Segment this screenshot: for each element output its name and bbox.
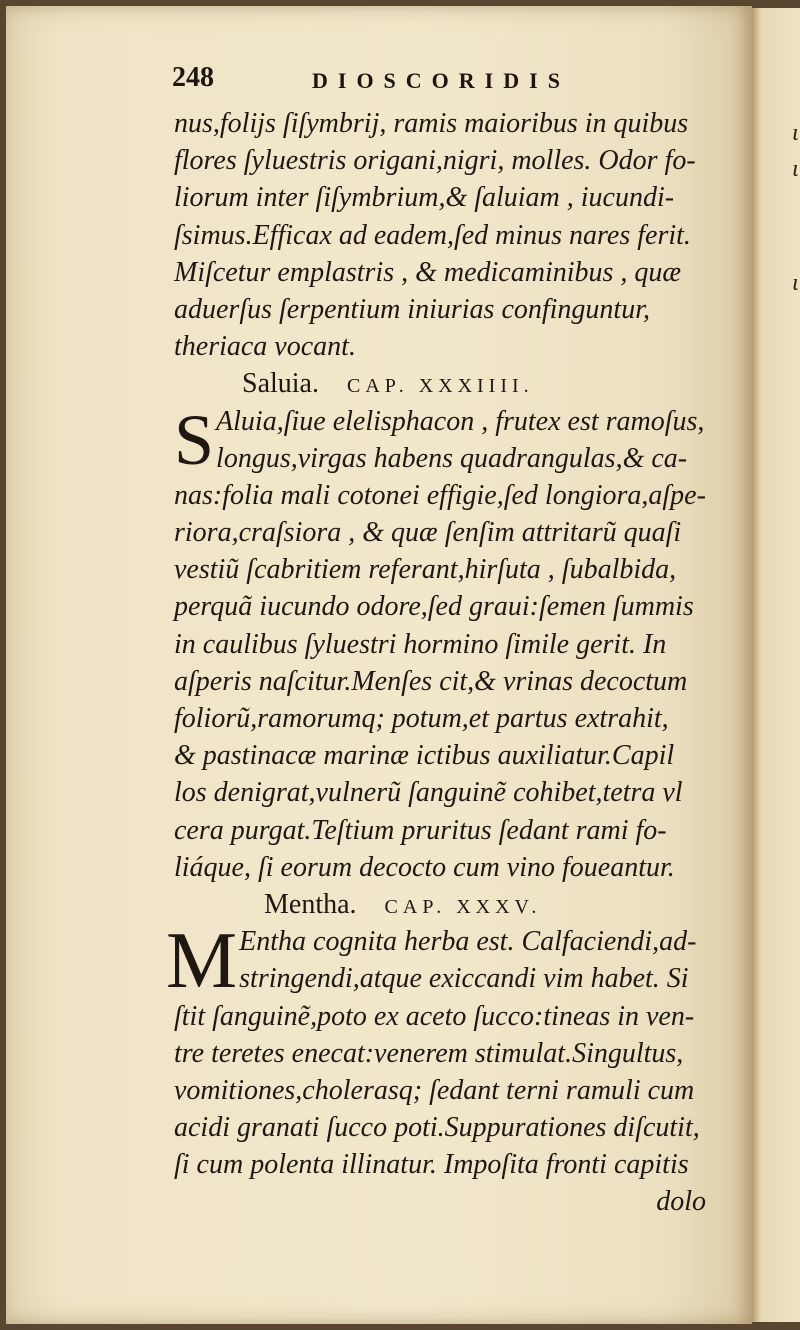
chapter-number: CAP. XXXV. <box>384 895 542 918</box>
text-line: ſtit ſanguinẽ,poto ex aceto ſucco:tineas in ven- <box>174 1000 695 1032</box>
facing-page-fragment: ι <box>792 270 799 296</box>
facing-page-fragment: ι <box>792 120 799 146</box>
facing-page-edge <box>752 8 800 1322</box>
page-number: 248 <box>172 62 214 93</box>
text-line: vomitiones,cholerasq; ſedant terni ramuli cum <box>174 1074 695 1106</box>
chapter-title: Mentha. <box>264 888 357 920</box>
text-line: perquã iucundo odore,ſed graui:ſemen ſummis <box>174 591 694 623</box>
text-line: acidi granati ſucco poti.Suppurationes diſcutit, <box>174 1112 700 1144</box>
text-line: nus,folijs ſiſymbrij, ramis maioribus in quibus <box>174 108 689 139</box>
text-line: nas:folia mali cotonei effigie,ſed longiora,aſpe- <box>174 479 706 511</box>
text-line: liáque, ſi eorum decocto cum vino foueantur. <box>174 851 675 883</box>
text-line: aduerſus ſerpentium iniurias confinguntur, <box>174 293 650 325</box>
book-page <box>6 6 752 1324</box>
text-line: Miſcetur emplastris , & medicaminibus , quæ <box>174 256 682 288</box>
text-line: cera purgat.Teſtium pruritus ſedant rami fo- <box>174 814 667 846</box>
text-line: in caulibus ſyluestri hormino ſimile gerit. In <box>174 628 667 660</box>
running-head <box>172 62 632 98</box>
text-line: riora,craſsiora , & quæ ſenſim attritarũ quaſi <box>174 517 682 549</box>
text-line: Aluia,ſiue elelisphacon , frutex est ramoſus, <box>216 405 705 437</box>
catchword: dolo <box>656 1186 706 1218</box>
text-line: foliorũ,ramorumq; potum,et partus extrahit, <box>174 703 669 734</box>
text-line: ſsimus.Efficax ad eadem,ſed minus nares ferit. <box>174 219 691 251</box>
text-line: theriaca vocant. <box>174 331 356 363</box>
text-line: stringendi,atque exiccandi vim habet. Si <box>239 963 689 995</box>
text-line: flores ſyluestris origani,nigri, molles. Odor fo- <box>174 145 696 177</box>
chapter-heading-mentha <box>174 886 714 923</box>
drop-cap: M <box>166 917 238 1006</box>
facing-page-fragment: ι <box>792 156 799 182</box>
body-text <box>166 105 714 1221</box>
text-line: tre teretes enecat:venerem stimulat.Singultus, <box>174 1037 684 1069</box>
chapter-number: CAP. XXXIIII. <box>347 375 534 398</box>
paragraph-saluia <box>174 399 714 886</box>
drop-cap: S <box>174 399 215 480</box>
text-line: & pastinacæ marinæ ictibus auxiliatur.Capil <box>174 740 675 772</box>
paragraph-mentha <box>166 917 714 1221</box>
text-line: Entha cognita herba est. Calfaciendi,ad- <box>239 926 697 958</box>
text-line: los denigrat,vulnerũ ſanguinẽ cohibet,tetra vl <box>174 777 683 809</box>
text-line: ſi cum polenta illinatur. Impoſita fronti capitis <box>174 1149 689 1181</box>
text-line: longus,virgas habens quadrangulas,& ca- <box>216 442 688 474</box>
text-line: aſperis naſcitur.Menſes cit,& vrinas decoctum <box>174 665 688 697</box>
chapter-title: Saluia. <box>242 368 319 400</box>
chapter-heading-saluia <box>174 365 714 402</box>
text-line: liorum inter ſiſymbrium,& ſaluiam , iucundi- <box>174 182 675 214</box>
text-line: vestiũ ſcabritiem referant,hirſuta , ſubalbida, <box>174 554 677 586</box>
paragraph-continuation <box>174 105 714 365</box>
running-title: DIOSCORIDIS <box>312 68 570 93</box>
